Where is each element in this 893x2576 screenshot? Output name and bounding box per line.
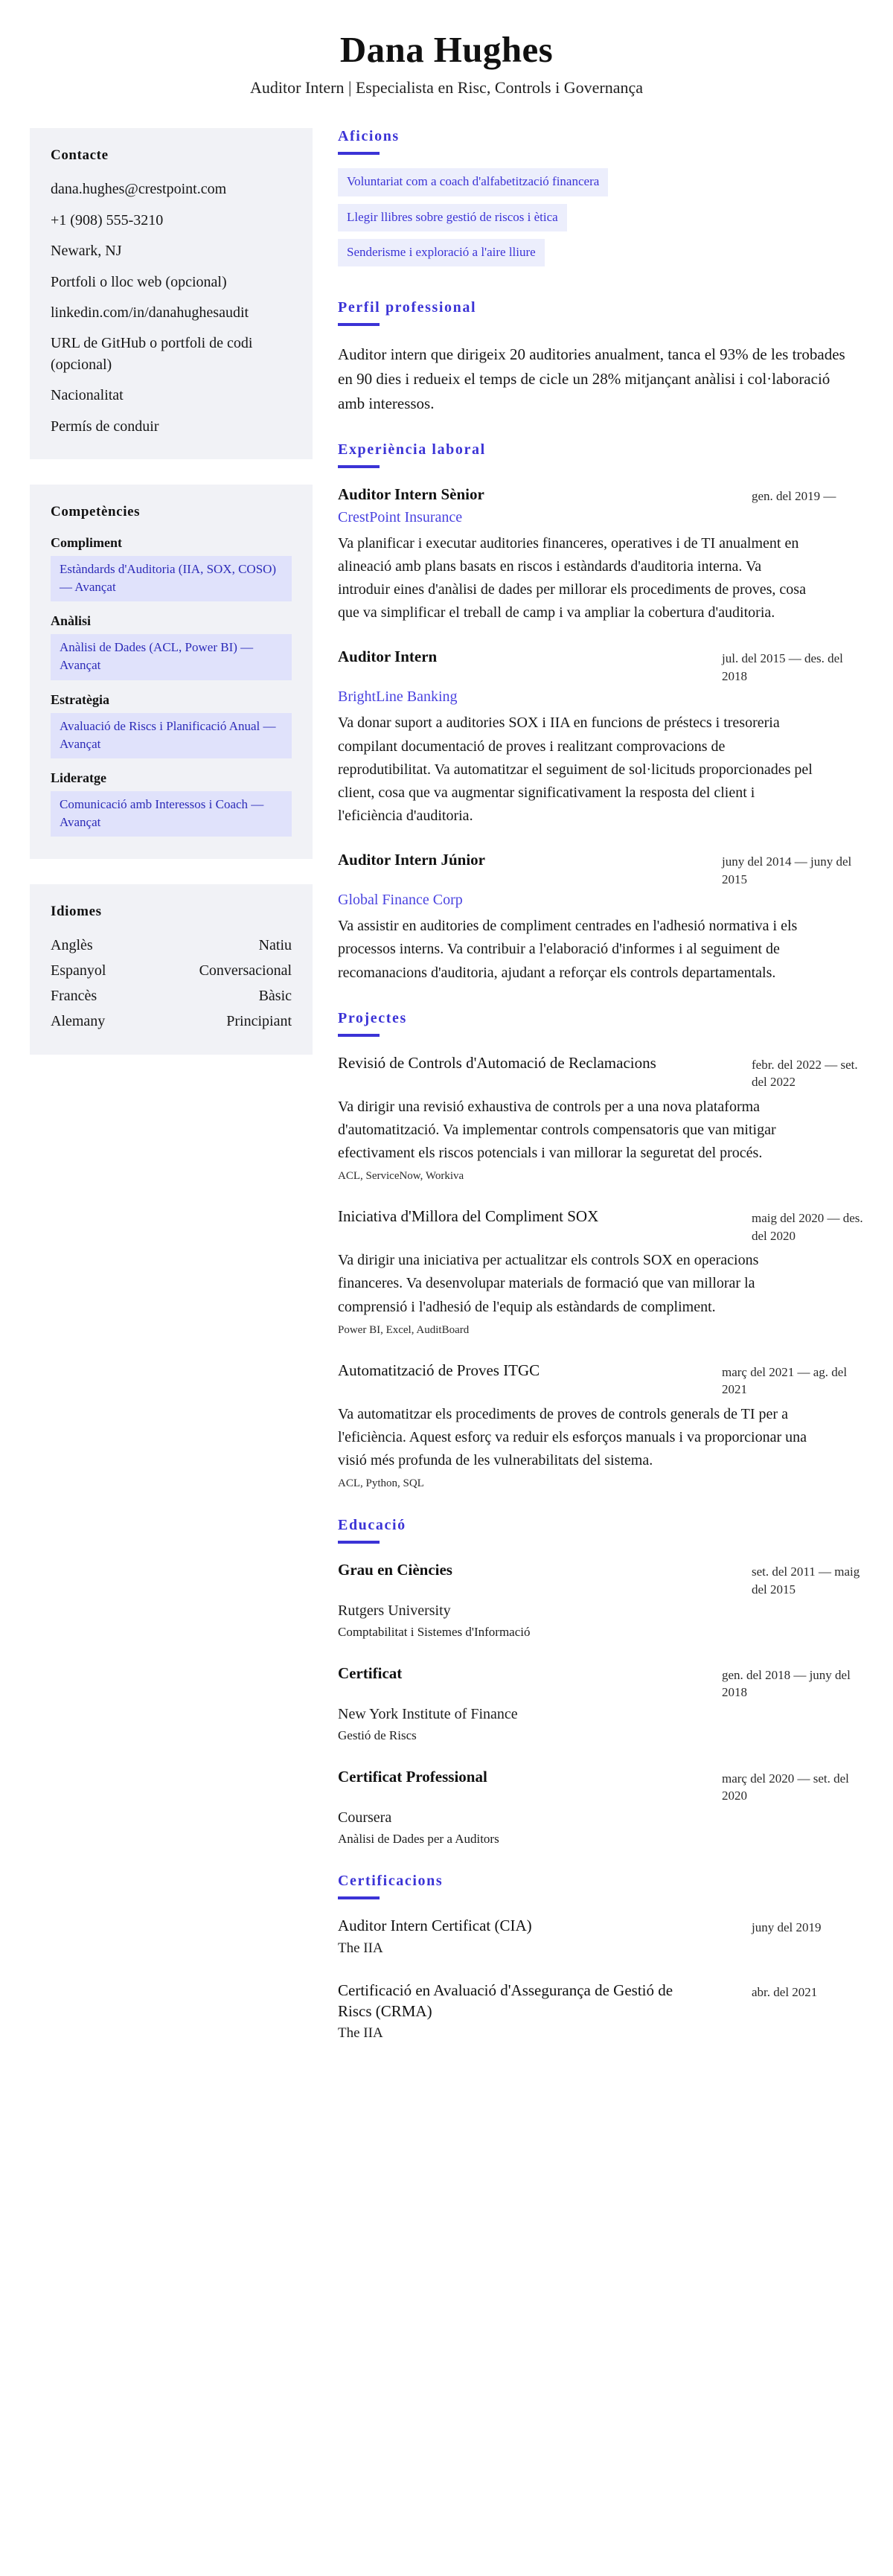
section-hobbies [338, 128, 863, 273]
profile-text: Auditor intern que dirigeix 20 auditories anualment, tanca el 93% de les trobades en 90 dies i redueix el temps de cicle un 28% mitjançant anàlisi i col·laboració amb interessos. [338, 345, 845, 413]
job-dates: juny del 2014 — juny del 2015 [722, 854, 852, 886]
page-title: Dana Hughes [339, 29, 554, 70]
hobby-chip: Voluntariat com a coach d'alfabetització financera [338, 168, 608, 196]
certification-date: abr. del 2021 [752, 1985, 818, 2000]
languages-panel [30, 884, 313, 1055]
experience-entry [338, 485, 863, 624]
certification-date: juny del 2019 [752, 1920, 822, 1935]
contact-panel [30, 128, 313, 459]
job-description: Va planificar i executar auditories financeres, operatives i de TI anualment en alineació amb plans basats en riscos i estàndards d'auditoria interna. Va introduir eines d'anàlisi de dades per millorar els procediments de proves, cosa que va simplificar el treball de camp i va ampliar la cobertura d'auditoria. [338, 534, 806, 621]
skill-group [51, 535, 292, 601]
project-name: Automatització de Proves ITGC [338, 1361, 540, 1379]
section-title-profile: Perfil professional [338, 298, 477, 316]
job-dates: jul. del 2015 — des. del 2018 [722, 651, 843, 683]
language-level: Bàsic [258, 988, 292, 1004]
language-name: Espanyol [51, 962, 106, 979]
contact-portfolio: Portfoli o lloc web (opcional) [51, 273, 227, 290]
project-entry [338, 1206, 863, 1337]
entry-header [338, 1981, 863, 2022]
education-degree: Certificat Professional [338, 1767, 487, 1786]
certification-name: Certificació en Avaluació d'Assegurança de Gestió de Riscs (CRMA) [338, 1981, 673, 2020]
job-description: Va assistir en auditories de compliment centrades en l'adhesió normativa i els processos interns. Va contribuir a l'elaboració d'informes i al seguiment de recomanacions d'auditoria, ajudant a reforçar els controls departamentals. [338, 918, 798, 981]
contact-location: Newark, NJ [51, 243, 122, 260]
education-degree: Grau en Ciències [338, 1561, 452, 1579]
certification-issuer: The IIA [338, 1940, 383, 1956]
skill-category-label: Lideratge [51, 770, 106, 785]
section-title-experience: Experiència laboral [338, 441, 486, 458]
project-description: Va automatitzar els procediments de proves de controls generals de TI per a l'eficiència. Aquest esforç va reduir els esforços manuals i va proporcionar una visió més profunda de les vulnerabilitats del sistema. [338, 1405, 807, 1469]
language-name: Francès [51, 988, 97, 1004]
project-tools: ACL, Python, SQL [338, 1477, 424, 1490]
hobby-chip-list [338, 168, 863, 273]
project-dates: febr. del 2022 — set. del 2022 [752, 1057, 858, 1090]
skill-chip: Comunicació amb Interessos i Coach — Avançat [51, 791, 292, 837]
project-dates: març del 2021 — ag. del 2021 [722, 1364, 848, 1397]
section-projects [338, 1010, 863, 1492]
language-level: Natiu [258, 937, 292, 953]
contact-github: URL de GitHub o portfoli de codi (opcional) [51, 335, 253, 373]
skill-category-label: Anàlisi [51, 613, 92, 629]
project-name: Revisió de Controls d'Automació de Reclamacions [338, 1053, 656, 1072]
section-profile [338, 299, 863, 417]
job-company: BrightLine Banking [338, 688, 458, 706]
language-name: Anglès [51, 937, 93, 953]
education-dates: set. del 2011 — maig del 2015 [752, 1565, 860, 1597]
section-title-education: Educació [338, 1517, 406, 1534]
entry-header [338, 485, 863, 505]
section-rule [338, 152, 380, 155]
language-row [51, 960, 292, 982]
section-rule [338, 1034, 380, 1037]
education-entry [338, 1663, 863, 1745]
skill-group [51, 613, 292, 680]
job-title: Auditor Intern [338, 648, 438, 666]
skill-group [51, 770, 292, 837]
skill-category-label: Estratègia [51, 691, 109, 707]
entry-header [338, 1767, 863, 1805]
main-content [332, 128, 863, 2068]
education-field: Comptabilitat i Sistemes d'Informació [338, 1625, 531, 1640]
education-entry [338, 1560, 863, 1641]
job-company: CrestPoint Insurance [338, 508, 463, 525]
entry-header [338, 1663, 863, 1701]
project-dates: maig del 2020 — des. del 2020 [752, 1211, 863, 1243]
education-degree: Certificat [338, 1663, 403, 1682]
education-school: New York Institute of Finance [338, 1705, 518, 1722]
contact-phone[interactable]: +1 (908) 555-3210 [51, 211, 164, 228]
certification-issuer: The IIA [338, 2024, 383, 2041]
entry-header [338, 1560, 863, 1598]
project-tools: ACL, ServiceNow, Workiva [338, 1170, 464, 1183]
language-name: Alemany [51, 1013, 106, 1029]
project-entry [338, 1053, 863, 1184]
experience-entry [338, 647, 863, 828]
job-title: Auditor Intern Sènior [338, 485, 484, 504]
project-entry [338, 1361, 863, 1492]
language-row [51, 985, 292, 1007]
skills-panel [30, 485, 313, 859]
section-certifications [338, 1873, 863, 2043]
section-rule [338, 1896, 380, 1899]
section-title-projects: Projectes [338, 1009, 407, 1026]
entry-header [338, 1053, 863, 1091]
sidebar [30, 128, 313, 1080]
section-education [338, 1517, 863, 1847]
job-dates: gen. del 2019 — [752, 489, 836, 504]
section-rule [338, 1541, 380, 1544]
education-dates: març del 2020 — set. del 2020 [722, 1771, 849, 1803]
skill-group [51, 692, 292, 758]
experience-entry [338, 850, 863, 984]
entry-header [338, 1361, 863, 1399]
education-field: Gestió de Riscs [338, 1728, 417, 1742]
project-tools: Power BI, Excel, AuditBoard [338, 1323, 470, 1336]
education-entry [338, 1767, 863, 1848]
headline: Auditor Intern | Especialista en Risc, Controls i Governança [250, 77, 643, 97]
languages-panel-title: Idiomes [51, 904, 102, 919]
hobby-chip: Llegir llibres sobre gestió de riscos i ètica [338, 204, 567, 231]
contact-email[interactable]: dana.hughes@crestpoint.com [51, 181, 227, 198]
entry-header [338, 1206, 863, 1244]
language-level: Principiant [226, 1013, 292, 1029]
section-experience [338, 441, 863, 985]
entry-header [338, 850, 863, 888]
language-level: Conversacional [199, 962, 292, 979]
contact-nationality: Nacionalitat [51, 387, 124, 404]
education-field: Anàlisi de Dades per a Auditors [338, 1831, 499, 1846]
resume-body [30, 128, 863, 2068]
certification-entry [338, 1981, 863, 2043]
language-row [51, 1011, 292, 1032]
contact-driving-license: Permís de conduir [51, 418, 159, 435]
skill-category-label: Compliment [51, 535, 122, 550]
certification-name: Auditor Intern Certificat (CIA) [338, 1917, 532, 1935]
skill-chip: Avaluació de Riscs i Planificació Anual — Avançat [51, 713, 292, 758]
section-title-hobbies: Aficions [338, 128, 400, 145]
section-rule [338, 323, 380, 326]
entry-header [338, 1916, 863, 1936]
section-title-certifications: Certificacions [338, 1873, 444, 1890]
certification-entry [338, 1916, 863, 1958]
education-school: Coursera [338, 1809, 392, 1826]
education-school: Rutgers University [338, 1602, 451, 1620]
project-description: Va dirigir una revisió exhaustiva de controls per a una nova plataforma d'automatització. Va implementar controls compensatoris que van mitigar efectivament els riscos potencials i van millorar la seguretat del procés. [338, 1098, 776, 1162]
contact-linkedin[interactable]: linkedin.com/in/danahughesaudit [51, 304, 249, 322]
education-dates: gen. del 2018 — juny del 2018 [722, 1667, 851, 1700]
project-description: Va dirigir una iniciativa per actualitzar els controls SOX en operacions financeres. Va desenvolupar materials de formació que van millorar la comprensió i l'adhesió de l'equip als estàndards de compliment. [338, 1252, 759, 1315]
skills-panel-title: Competències [51, 504, 141, 520]
language-row [51, 935, 292, 956]
section-rule [338, 465, 380, 468]
entry-header [338, 647, 863, 685]
skill-chip: Estàndards d'Auditoria (IIA, SOX, COSO) — Avançat [51, 556, 292, 601]
hobby-chip: Senderisme i exploració a l'aire lliure [338, 239, 545, 266]
project-name: Iniciativa d'Millora del Compliment SOX [338, 1207, 599, 1226]
job-company: Global Finance Corp [338, 892, 463, 909]
resume-header [30, 25, 863, 112]
job-description: Va donar suport a auditories SOX i IIA en funcions de préstecs i tresoreria compilant documentació de proves i realitzant comprovacions de reprodutibilitat. Va automatitzar el seguiment de sol·licituds proporcionades pel client, cosa que va augmentar significativament la resposta del client i l'eficiència d'auditoria. [338, 715, 813, 825]
contact-panel-title: Contacte [51, 147, 109, 164]
skill-chip: Anàlisi de Dades (ACL, Power BI) — Avançat [51, 634, 292, 680]
job-title: Auditor Intern Júnior [338, 851, 485, 869]
